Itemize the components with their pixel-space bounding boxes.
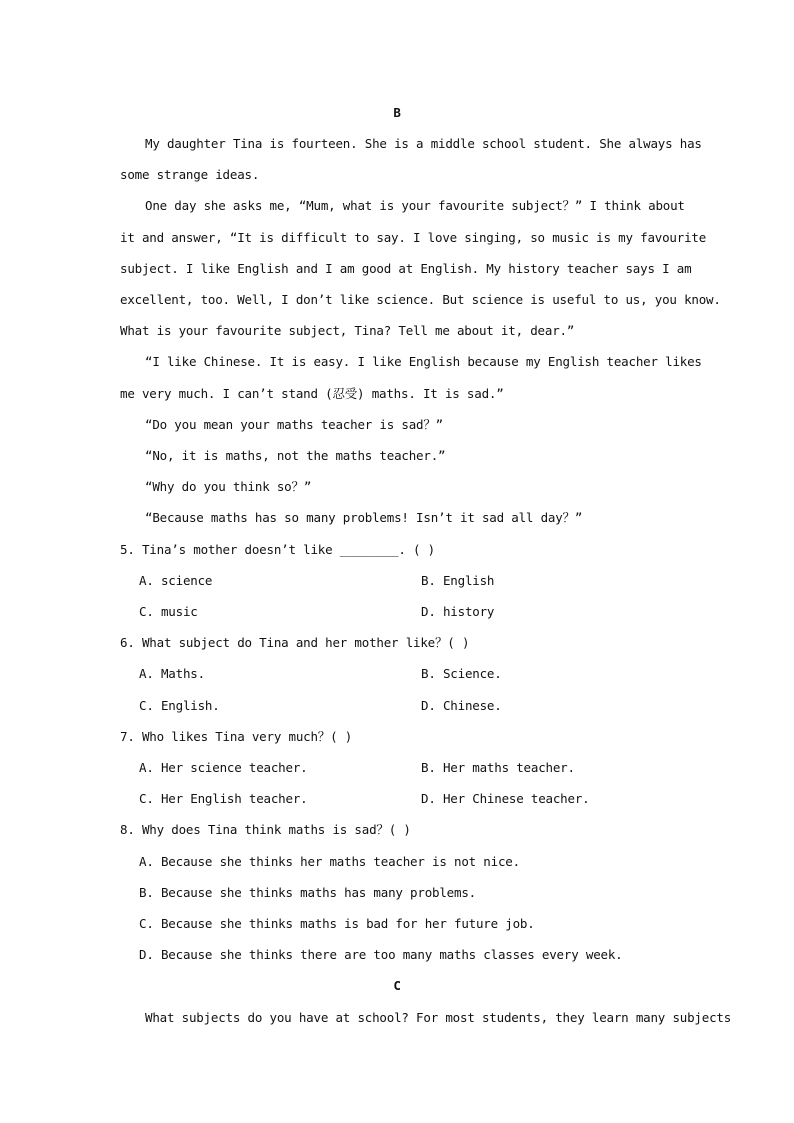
option-a: A. Her science teacher. xyxy=(139,760,308,775)
option-b: B. English xyxy=(421,573,495,588)
passage-line: some strange ideas. xyxy=(120,167,260,182)
section-b-heading: B xyxy=(393,105,401,120)
passage-line: What subjects do you have at school? For most students, they learn many subjects xyxy=(145,1010,732,1025)
passage-line: What is your favourite subject, Tina? Tell me about it, dear.” xyxy=(120,323,575,338)
passage-line: “Because maths has so many problems! Isn’t it sad all day？” xyxy=(145,510,583,525)
option-d: D. Because she thinks there are too many maths classes every week. xyxy=(139,947,623,962)
passage-line: it and answer, “It is difficult to say. I love singing, so music is my favourite xyxy=(120,230,707,245)
option-c: C. Because she thinks maths is bad for her future job. xyxy=(139,916,535,931)
passage-line: excellent, too. Well, I don’t like science. But science is useful to us, you know. xyxy=(120,292,721,307)
passage-line: One day she asks me, “Mum, what is your favourite subject？” I think about xyxy=(145,198,685,213)
question-stem: 6. What subject do Tina and her mother like？( ) xyxy=(120,635,470,650)
option-b: B. Her maths teacher. xyxy=(421,760,575,775)
option-c: C. music xyxy=(139,604,198,619)
question-stem: 7. Who likes Tina very much？( ) xyxy=(120,729,353,744)
passage-line: “No, it is maths, not the maths teacher.” xyxy=(145,448,446,463)
passage-line: me very much. I can’t stand (忍受) maths. It is sad.” xyxy=(120,386,504,401)
option-d: D. Chinese. xyxy=(421,698,502,713)
option-d: D. Her Chinese teacher. xyxy=(421,791,590,806)
option-b: B. Because she thinks maths has many problems. xyxy=(139,885,476,900)
option-a: A. Maths. xyxy=(139,666,205,681)
option-c: C. English. xyxy=(139,698,220,713)
option-a: A. science xyxy=(139,573,213,588)
question-stem: 5. Tina’s mother doesn’t like ________. ( ) xyxy=(120,542,436,557)
option-c: C. Her English teacher. xyxy=(139,791,308,806)
passage-line: subject. I like English and I am good at English. My history teacher says I am xyxy=(120,261,692,276)
passage-line: “Why do you think so？” xyxy=(145,479,312,494)
question-stem: 8. Why does Tina think maths is sad？( ) xyxy=(120,822,411,837)
section-c-heading: C xyxy=(393,978,401,993)
option-b: B. Science. xyxy=(421,666,502,681)
passage-line: My daughter Tina is fourteen. She is a middle school student. She always has xyxy=(145,136,702,151)
passage-line: “I like Chinese. It is easy. I like English because my English teacher likes xyxy=(145,354,702,369)
option-d: D. history xyxy=(421,604,495,619)
passage-line: “Do you mean your maths teacher is sad？” xyxy=(145,417,443,432)
option-a: A. Because she thinks her maths teacher is not nice. xyxy=(139,854,520,869)
